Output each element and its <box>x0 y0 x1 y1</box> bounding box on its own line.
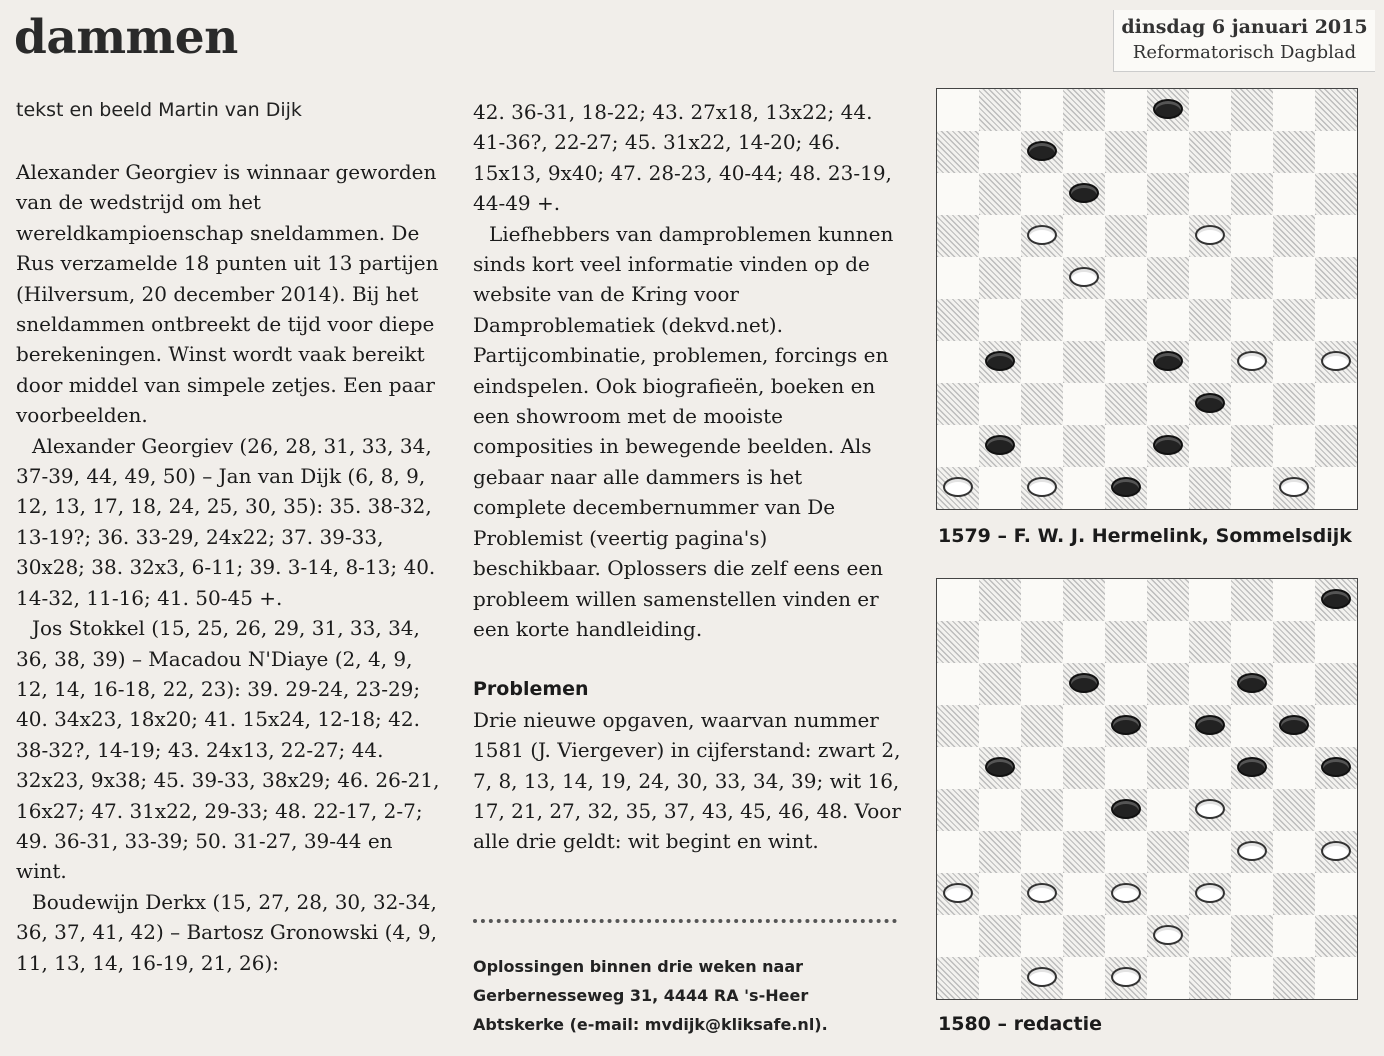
light-square <box>1063 957 1105 999</box>
intro-paragraph: Alexander Georgiev is winnaar geworden van de wedstrijd om het wereldkampioenschap sneldammen. De Rus verzamelde 18 punten uit 13 partijen (Hilversum, 20 december 2014). Bij het sneldammen ontbreekt de tijd voor diepe berekeningen. Winst wordt vaak bereikt door middel van simpele zetjes. Een paar voorbeelden. <box>16 160 439 428</box>
light-square <box>1105 341 1147 383</box>
dark-square <box>1315 831 1357 873</box>
light-square <box>1315 957 1357 999</box>
light-square <box>1147 789 1189 831</box>
light-square <box>1021 663 1063 705</box>
black-piece <box>1195 393 1225 413</box>
problems-subhead: Problemen <box>473 678 589 701</box>
dark-square <box>979 579 1021 621</box>
dark-square <box>1021 957 1063 999</box>
light-square <box>1063 705 1105 747</box>
light-square <box>1273 747 1315 789</box>
dark-square <box>1021 215 1063 257</box>
light-square <box>979 383 1021 425</box>
light-square <box>979 467 1021 509</box>
light-square <box>1189 579 1231 621</box>
dark-square <box>1231 173 1273 215</box>
light-square <box>937 425 979 467</box>
dark-square <box>1063 915 1105 957</box>
light-square <box>1189 173 1231 215</box>
black-piece <box>985 757 1015 777</box>
light-square <box>1231 789 1273 831</box>
dark-square <box>1063 747 1105 789</box>
dark-square <box>1147 663 1189 705</box>
dark-square <box>1273 957 1315 999</box>
black-piece <box>1321 757 1351 777</box>
dark-square <box>1273 131 1315 173</box>
light-square <box>979 789 1021 831</box>
dark-square <box>1021 873 1063 915</box>
light-square <box>1063 789 1105 831</box>
light-square <box>979 215 1021 257</box>
light-square <box>1147 705 1189 747</box>
light-square <box>979 873 1021 915</box>
dark-square <box>1105 621 1147 663</box>
light-square <box>1021 425 1063 467</box>
light-square <box>1147 299 1189 341</box>
dark-square <box>1231 747 1273 789</box>
white-piece <box>1027 225 1057 245</box>
white-piece <box>1321 351 1351 371</box>
website-paragraph: Liefhebbers van damproblemen kunnen sinds kort veel informatie vinden op de website van de Kring voor Damproblematiek (dekvd.net). Partijcombinatie, problemen, forcings en eindspelen. Ook biografieën, boeken en een showroom met de mooiste composities in bewegende beelden. Als gebaar naar alle dammers is het complete decembernummer van De Problemist (veertig pagina's) beschikbaar. Oplossers die zelf eens een probleem willen samenstellen vinden er een korte handleiding. <box>473 221 894 641</box>
light-square <box>1105 831 1147 873</box>
light-square <box>1021 915 1063 957</box>
dark-square <box>937 873 979 915</box>
light-square <box>937 341 979 383</box>
dark-square <box>1189 467 1231 509</box>
white-piece <box>1195 883 1225 903</box>
light-square <box>1021 257 1063 299</box>
dark-square <box>1063 425 1105 467</box>
light-square <box>1105 173 1147 215</box>
dark-square <box>1021 383 1063 425</box>
issue-date: dinsdag 6 januari 2015 <box>1121 16 1368 38</box>
light-square <box>1105 663 1147 705</box>
light-square <box>1105 747 1147 789</box>
dark-square <box>937 383 979 425</box>
light-square <box>1189 425 1231 467</box>
white-piece <box>1279 477 1309 497</box>
dark-square <box>1021 299 1063 341</box>
light-square <box>1315 873 1357 915</box>
light-square <box>937 915 979 957</box>
dateline-box <box>1113 10 1375 72</box>
light-square <box>1315 705 1357 747</box>
light-square <box>1189 831 1231 873</box>
light-square <box>1021 173 1063 215</box>
dark-square <box>1105 215 1147 257</box>
dark-square <box>1147 173 1189 215</box>
light-square <box>1231 383 1273 425</box>
dark-square <box>1231 831 1273 873</box>
game-continuation: 42. 36-31, 18-22; 43. 27x18, 13x22; 44. 41-36?, 22-27; 45. 31x22, 14-20; 46. 15x13, 9x40; 47. 28-23, 40-44; 48. 23-19, 44-49 +. <box>473 100 892 216</box>
dark-square <box>1021 467 1063 509</box>
light-square <box>1189 915 1231 957</box>
light-square <box>1273 915 1315 957</box>
light-square <box>1021 747 1063 789</box>
white-piece <box>1237 841 1267 861</box>
draughts-board-1580 <box>936 578 1358 1000</box>
dark-square <box>979 257 1021 299</box>
light-square <box>979 705 1021 747</box>
white-piece <box>1111 883 1141 903</box>
black-piece <box>985 435 1015 455</box>
dark-square <box>1147 579 1189 621</box>
light-square <box>1021 579 1063 621</box>
dark-square <box>1147 257 1189 299</box>
byline: tekst en beeld Martin van Dijk <box>16 99 302 121</box>
light-square <box>1105 579 1147 621</box>
dark-square <box>1147 425 1189 467</box>
light-square <box>1315 467 1357 509</box>
light-square <box>937 173 979 215</box>
dark-square <box>1273 873 1315 915</box>
light-square <box>1231 705 1273 747</box>
black-piece <box>1111 799 1141 819</box>
dark-square <box>937 131 979 173</box>
black-piece <box>1111 477 1141 497</box>
dark-square <box>1231 89 1273 131</box>
white-piece <box>1069 267 1099 287</box>
light-square <box>1147 131 1189 173</box>
light-square <box>937 257 979 299</box>
dark-square <box>937 789 979 831</box>
light-square <box>1273 173 1315 215</box>
light-square <box>1231 215 1273 257</box>
draughts-board-1579 <box>936 88 1358 510</box>
light-square <box>937 747 979 789</box>
dark-square <box>1147 89 1189 131</box>
black-piece <box>1237 757 1267 777</box>
problems-paragraph: Drie nieuwe opgaven, waarvan nummer 1581 (J. Viergever) in cijferstand: zwart 2, 7, 8, 13, 14, 19, 24, 30, 33, 34, 39; wit 16, 17, 21, 27, 32, 35, 37, 43, 45, 46, 48. Voor alle drie geldt: wit begint en wint. <box>473 707 901 854</box>
light-square <box>937 579 979 621</box>
light-square <box>1147 621 1189 663</box>
light-square <box>1273 425 1315 467</box>
light-square <box>1273 663 1315 705</box>
black-piece <box>1069 183 1099 203</box>
dark-square <box>1147 341 1189 383</box>
dark-square <box>937 705 979 747</box>
dark-square <box>1063 89 1105 131</box>
light-square <box>979 957 1021 999</box>
black-piece <box>1027 141 1057 161</box>
board-caption-1579: 1579 – F. W. J. Hermelink, Sommelsdijk <box>938 525 1352 547</box>
dark-square <box>1063 663 1105 705</box>
dark-square <box>1105 383 1147 425</box>
black-piece <box>1153 99 1183 119</box>
dark-square <box>1231 663 1273 705</box>
page-title: dammen <box>14 10 238 65</box>
dark-square <box>1315 257 1357 299</box>
light-square <box>1063 467 1105 509</box>
white-piece <box>943 477 973 497</box>
newspaper-name: Reformatorisch Dagblad <box>1132 42 1357 63</box>
black-piece <box>985 351 1015 371</box>
game-paragraph-stokkel: Jos Stokkel (15, 25, 26, 29, 31, 33, 34, 36, 38, 39) – Macadou N'Diaye (2, 4, 9, 12, 14, 16-18, 22, 23): 39. 29-24, 23-29; 40. 34x23, 18x20; 41. 15x24, 12-18; 42. 38-32?, 14-19; 43. 24x13, 22-27; 44. 32x23, 9x38; 45. 39-33, 38x29; 46. 26-21, 16x27; 47. 31x22, 29-33; 48. 22-17, 2-7; 49. 36-31, 33-39; 50. 31-27, 39-44 en wint. <box>16 616 440 884</box>
light-square <box>1063 299 1105 341</box>
light-square <box>1021 341 1063 383</box>
dark-square <box>1021 131 1063 173</box>
dark-square <box>1189 131 1231 173</box>
dark-square <box>1315 425 1357 467</box>
dark-square <box>1273 705 1315 747</box>
dark-square <box>1105 467 1147 509</box>
dark-square <box>1315 915 1357 957</box>
light-square <box>1147 873 1189 915</box>
dark-square <box>937 467 979 509</box>
light-square <box>1105 425 1147 467</box>
black-piece <box>1069 673 1099 693</box>
dark-square <box>1273 467 1315 509</box>
light-square <box>1063 621 1105 663</box>
game-paragraph-derkx: Boudewijn Derkx (15, 27, 28, 30, 32-34, 36, 37, 41, 42) – Bartosz Gronowski (4, 9, 11, 13, 14, 16-19, 21, 26): <box>16 889 437 975</box>
white-piece <box>1195 799 1225 819</box>
dark-square <box>1315 579 1357 621</box>
black-piece <box>1153 435 1183 455</box>
dark-square <box>979 663 1021 705</box>
dark-square <box>1147 831 1189 873</box>
light-square <box>1273 341 1315 383</box>
dark-square <box>1021 621 1063 663</box>
light-square <box>1273 831 1315 873</box>
dark-square <box>1315 89 1357 131</box>
dark-square <box>1231 915 1273 957</box>
dark-square <box>979 747 1021 789</box>
dark-square <box>979 173 1021 215</box>
dark-square <box>1021 705 1063 747</box>
light-square <box>1315 621 1357 663</box>
white-piece <box>1153 925 1183 945</box>
dark-square <box>1105 131 1147 173</box>
dark-square <box>1231 341 1273 383</box>
dark-square <box>1105 957 1147 999</box>
dark-square <box>1063 341 1105 383</box>
light-square <box>1231 873 1273 915</box>
black-piece <box>1195 715 1225 735</box>
dark-square <box>1105 873 1147 915</box>
white-piece <box>1321 841 1351 861</box>
light-square <box>1189 341 1231 383</box>
white-piece <box>943 883 973 903</box>
dark-square <box>1189 383 1231 425</box>
dark-square <box>1315 663 1357 705</box>
black-piece <box>1321 589 1351 609</box>
light-square <box>1063 131 1105 173</box>
white-piece <box>1195 225 1225 245</box>
dark-square <box>1063 831 1105 873</box>
black-piece <box>1153 351 1183 371</box>
dark-square <box>1189 299 1231 341</box>
dark-square <box>1189 621 1231 663</box>
dark-square <box>1105 789 1147 831</box>
light-square <box>1273 257 1315 299</box>
solutions-footer: Oplossingen binnen drie weken naar Gerbernesseweg 31, 4444 RA 's-Heer Abtskerke (e-mail: mvdijk@kliksafe.nl). <box>473 957 828 1034</box>
board-caption-1580: 1580 – redactie <box>938 1013 1103 1035</box>
light-square <box>937 89 979 131</box>
dark-square <box>937 957 979 999</box>
light-square <box>1231 299 1273 341</box>
dark-square <box>1273 383 1315 425</box>
dark-square <box>1063 257 1105 299</box>
dark-square <box>1147 915 1189 957</box>
light-square <box>1231 957 1273 999</box>
light-square <box>937 831 979 873</box>
dark-square <box>1189 789 1231 831</box>
dark-square <box>937 215 979 257</box>
light-square <box>1021 89 1063 131</box>
light-square <box>979 131 1021 173</box>
white-piece <box>1027 883 1057 903</box>
game-paragraph-georgiev: Alexander Georgiev (26, 28, 31, 33, 34, 37-39, 44, 49, 50) – Jan van Dijk (6, 8, 9, 12, 13, 17, 18, 24, 25, 30, 35): 35. 38-32, 13-19?; 36. 33-29, 24x22; 37. 39-33, 30x28; 38. 32x3, 6-11; 39. 3-14, 8-13; 40. 14-32, 11-16; 41. 50-45 +. <box>16 433 436 610</box>
light-square <box>1063 215 1105 257</box>
light-square <box>1105 257 1147 299</box>
dark-square <box>1273 789 1315 831</box>
light-square <box>1105 89 1147 131</box>
dark-square <box>1063 173 1105 215</box>
black-piece <box>1111 715 1141 735</box>
dark-square <box>979 89 1021 131</box>
light-square <box>1273 89 1315 131</box>
black-piece <box>1237 673 1267 693</box>
dark-square <box>1189 957 1231 999</box>
dark-square <box>979 341 1021 383</box>
white-piece <box>1237 351 1267 371</box>
light-square <box>1063 873 1105 915</box>
dark-square <box>979 915 1021 957</box>
white-piece <box>1027 477 1057 497</box>
light-square <box>1147 467 1189 509</box>
light-square <box>1147 383 1189 425</box>
light-square <box>1189 747 1231 789</box>
light-square <box>1063 383 1105 425</box>
black-piece <box>1279 715 1309 735</box>
light-square <box>1315 383 1357 425</box>
dark-square <box>1189 873 1231 915</box>
dark-square <box>979 425 1021 467</box>
dark-square <box>1147 747 1189 789</box>
dark-square <box>1231 425 1273 467</box>
light-square <box>1147 957 1189 999</box>
dark-square <box>1063 579 1105 621</box>
dark-square <box>1273 215 1315 257</box>
dark-square <box>1021 789 1063 831</box>
dark-square <box>1105 705 1147 747</box>
dark-square <box>1315 747 1357 789</box>
light-square <box>1231 621 1273 663</box>
light-square <box>1315 131 1357 173</box>
light-square <box>1021 831 1063 873</box>
light-square <box>1315 215 1357 257</box>
dark-square <box>979 831 1021 873</box>
light-square <box>1315 789 1357 831</box>
light-square <box>1189 663 1231 705</box>
light-square <box>1105 915 1147 957</box>
column-middle <box>473 97 901 857</box>
dotted-divider <box>473 919 897 923</box>
dark-square <box>1189 705 1231 747</box>
light-square <box>1315 299 1357 341</box>
dark-square <box>937 299 979 341</box>
light-square <box>1231 131 1273 173</box>
dark-square <box>1273 299 1315 341</box>
dark-square <box>1315 173 1357 215</box>
light-square <box>937 663 979 705</box>
light-square <box>979 621 1021 663</box>
white-piece <box>1111 967 1141 987</box>
light-square <box>1273 579 1315 621</box>
dark-square <box>1273 621 1315 663</box>
dark-square <box>937 621 979 663</box>
white-piece <box>1027 967 1057 987</box>
dark-square <box>1315 341 1357 383</box>
light-square <box>1189 257 1231 299</box>
dark-square <box>1231 579 1273 621</box>
light-square <box>1189 89 1231 131</box>
light-square <box>979 299 1021 341</box>
dark-square <box>1189 215 1231 257</box>
light-square <box>1231 467 1273 509</box>
dark-square <box>1105 299 1147 341</box>
column-left <box>16 157 440 978</box>
light-square <box>1147 215 1189 257</box>
dark-square <box>1231 257 1273 299</box>
